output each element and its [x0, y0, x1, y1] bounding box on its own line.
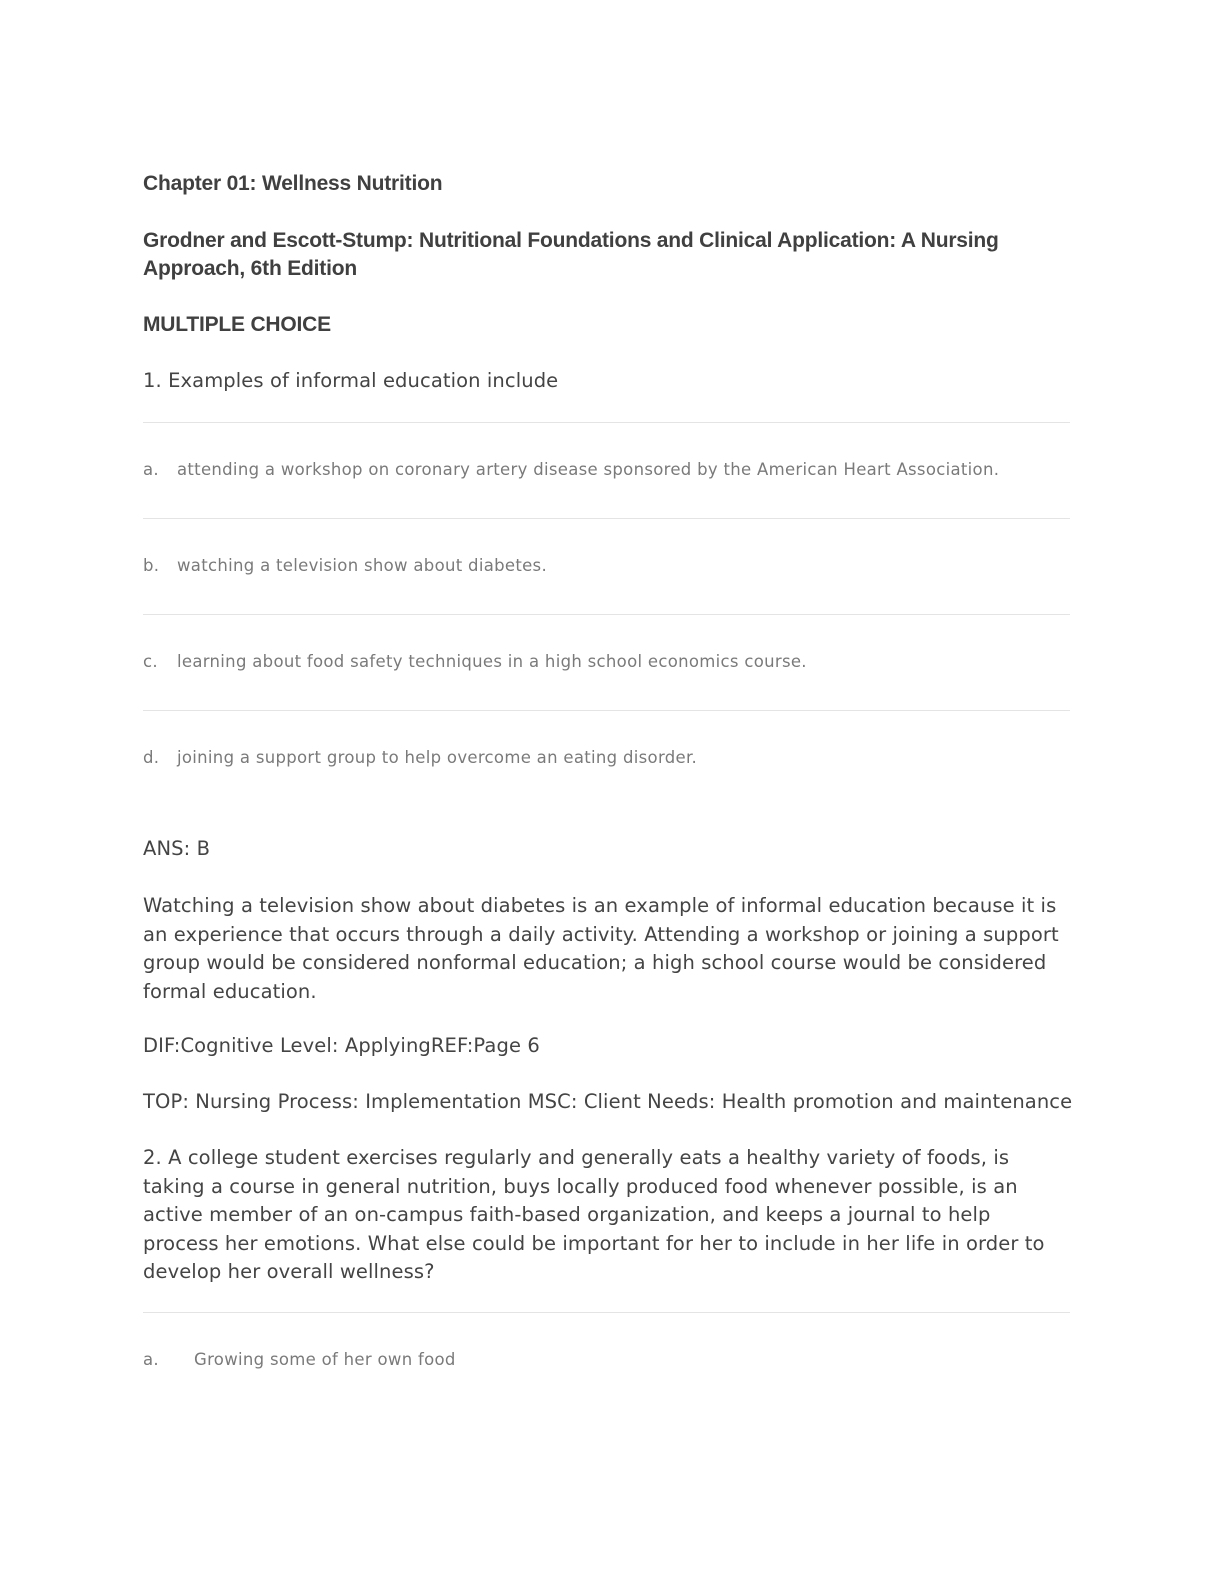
question-1-option-b	[143, 555, 547, 577]
question-1-option-a	[143, 459, 999, 481]
option-text: Growing some of her own food	[194, 1350, 456, 1369]
option-letter: a.	[143, 460, 159, 479]
divider	[143, 614, 1070, 615]
option-letter: d.	[143, 748, 160, 767]
section-title: MULTIPLE CHOICE	[143, 313, 331, 336]
question-1-option-d	[143, 747, 697, 769]
option-text: watching a television show about diabetes.	[177, 556, 548, 575]
option-text: learning about food safety techniques in a high school economics course.	[177, 652, 807, 671]
divider	[143, 518, 1070, 519]
difficulty-reference: DIF:Cognitive Level: ApplyingREF:Page 6	[143, 1034, 540, 1057]
question-2-option-a	[143, 1349, 456, 1371]
option-letter: b.	[143, 556, 160, 575]
option-text: attending a workshop on coronary artery disease sponsored by the American Heart Association.	[177, 460, 1000, 479]
answer-key: ANS: B	[143, 837, 211, 860]
divider	[143, 1312, 1070, 1313]
divider	[143, 710, 1070, 711]
topic-msc: TOP: Nursing Process: Implementation MSC: Client Needs: Health promotion and maintenance	[143, 1090, 1073, 1113]
option-letter: a.	[143, 1350, 159, 1369]
divider	[143, 422, 1070, 423]
answer-rationale: Watching a television show about diabetes is an example of informal education because it is an experience that occurs through a daily activity. Attending a workshop or joining a support group would be considered nonformal education; a high school course would be considered formal education.	[143, 894, 1059, 1003]
option-text: joining a support group to help overcome an eating disorder.	[177, 748, 698, 767]
document-page	[143, 0, 1073, 1584]
book-title: Grodner and Escott-Stump: Nutritional Foundations and Clinical Application: A Nursing Approach, 6th Edition	[143, 229, 999, 280]
question-1-option-c	[143, 651, 807, 673]
option-letter: c.	[143, 652, 158, 671]
chapter-title: Chapter 01: Wellness Nutrition	[143, 172, 443, 195]
question-2-stem: 2. A college student exercises regularly and generally eats a healthy variety of foods, is taking a course in general nutrition, buys locally produced food whenever possible, is an active member of an on-campus faith-based organization, and keeps a journal to help process her emotions. What else could be important for her to include in her life in order to develop her overall wellness?	[143, 1146, 1045, 1283]
question-1-stem: 1. Examples of informal education include	[143, 369, 559, 392]
